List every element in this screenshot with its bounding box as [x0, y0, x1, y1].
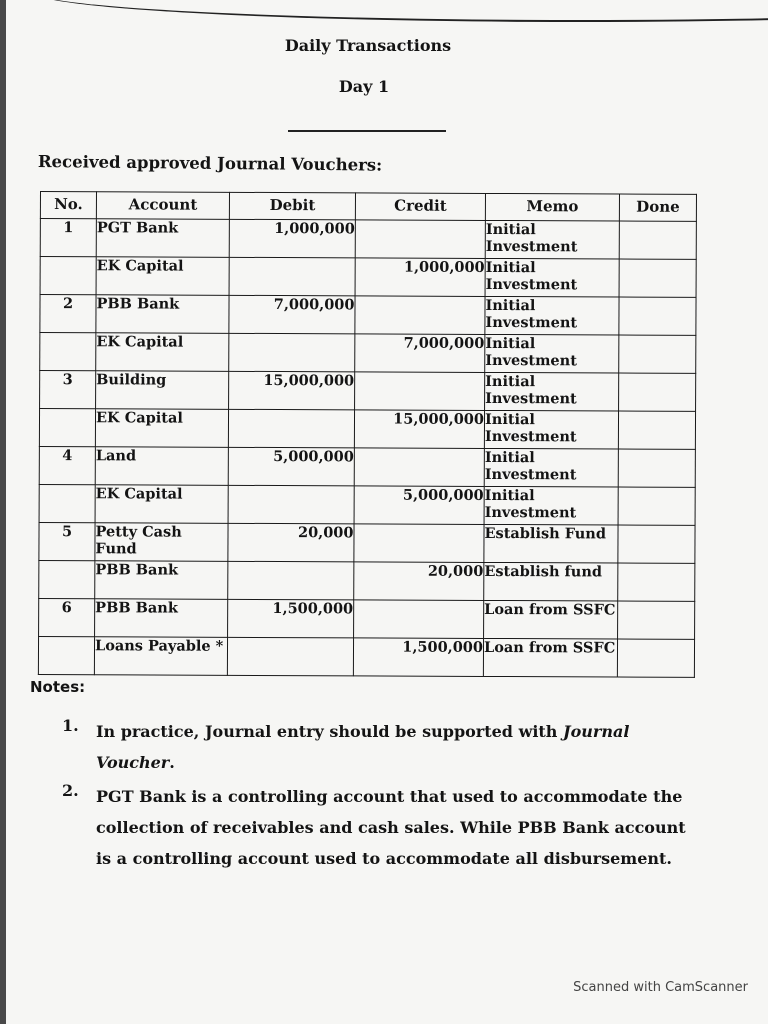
header-credit: Credit — [355, 193, 485, 221]
cell-no — [40, 257, 96, 295]
cell-credit: 1,000,000 — [355, 258, 485, 297]
document-title: Daily Transactions — [284, 36, 452, 55]
scan-left-edge — [0, 0, 6, 1024]
cell-memo: Initial Investment — [485, 372, 619, 411]
cell-no — [40, 333, 96, 371]
cell-no — [38, 636, 94, 674]
cell-credit — [355, 220, 485, 259]
cell-credit: 20,000 — [354, 562, 484, 601]
table-row — [39, 409, 695, 450]
cell-account: Building — [96, 371, 229, 410]
header-done: Done — [619, 194, 696, 221]
cell-memo: Loan from SSFC — [483, 638, 617, 677]
cell-credit: 7,000,000 — [355, 334, 485, 373]
day-label: Day 1 — [338, 77, 390, 96]
cell-debit — [229, 257, 355, 296]
cell-no — [39, 409, 95, 447]
cell-done — [619, 373, 696, 411]
cell-no: 4 — [39, 446, 95, 484]
cell-memo: Initial Investment — [485, 296, 619, 335]
table-body — [38, 219, 696, 678]
cell-memo: Initial Investment — [484, 448, 618, 487]
header-memo: Memo — [485, 193, 619, 221]
cell-debit — [228, 485, 354, 524]
cell-memo: Establish Fund — [484, 524, 618, 563]
cell-debit — [228, 409, 354, 448]
cell-account: Land — [95, 447, 228, 486]
cell-debit: 15,000,000 — [229, 371, 355, 410]
note-text-end: . — [169, 753, 175, 772]
table-row — [40, 219, 696, 260]
cell-debit: 1,500,000 — [228, 599, 354, 638]
cell-done — [618, 525, 695, 563]
cell-done — [618, 411, 695, 449]
cell-done — [619, 259, 696, 297]
cell-memo: Initial Investment — [484, 410, 618, 449]
table-header-row — [40, 192, 696, 222]
cell-account: Loans Payable * — [94, 637, 227, 676]
cell-debit: 5,000,000 — [228, 447, 354, 486]
cell-credit — [354, 448, 484, 487]
cell-no: 1 — [40, 219, 96, 257]
cell-account: EK Capital — [96, 333, 229, 372]
cell-debit — [229, 333, 355, 372]
cell-credit: 1,500,000 — [353, 638, 483, 677]
note-text-italic: Journal Voucher — [96, 722, 630, 772]
notes-label: Notes: — [30, 678, 86, 696]
cell-done — [618, 563, 695, 601]
cell-done — [617, 639, 694, 677]
cell-credit — [355, 372, 485, 411]
cell-credit — [354, 600, 484, 639]
cell-done — [619, 221, 696, 259]
page-curl-line — [30, 0, 768, 22]
table-row — [39, 598, 695, 639]
note-number: 2. — [62, 781, 79, 800]
scanner-watermark: Scanned with CamScanner — [573, 980, 748, 995]
note-item — [96, 716, 706, 778]
cell-debit: 20,000 — [228, 523, 354, 562]
cell-debit: 7,000,000 — [229, 295, 355, 334]
title-underline — [288, 130, 446, 132]
note-text: In practice, Journal entry should be supported with — [96, 722, 564, 741]
cell-done — [619, 297, 696, 335]
cell-credit — [354, 524, 484, 563]
cell-credit: 5,000,000 — [354, 486, 484, 525]
cell-no: 2 — [40, 295, 96, 333]
table-row — [39, 446, 695, 487]
section-heading: Received approved Journal Vouchers: — [37, 152, 383, 175]
note-number: 1. — [62, 716, 79, 735]
cell-no: 5 — [39, 522, 95, 560]
header-account: Account — [96, 192, 229, 220]
cell-done — [618, 449, 695, 487]
cell-memo: Establish fund — [484, 562, 618, 601]
cell-no: 3 — [40, 371, 96, 409]
cell-credit — [355, 296, 485, 335]
cell-account: Petty Cash Fund — [95, 523, 228, 562]
table-row — [39, 522, 695, 563]
cell-memo: Loan from SSFC — [484, 600, 618, 639]
table-row — [39, 484, 695, 525]
table-row — [40, 371, 696, 412]
cell-done — [618, 487, 695, 525]
cell-debit — [228, 561, 354, 600]
table-row — [39, 560, 695, 601]
cell-account: EK Capital — [95, 409, 228, 448]
cell-no: 6 — [39, 598, 95, 636]
cell-account: PBB Bank — [95, 561, 228, 600]
table-row — [40, 295, 696, 336]
note-text: PGT Bank is a controlling account that used to accommodate the collection of receivables and cash sales. While PBB Bank account is a controlling account used to accommodate all disbursement. — [96, 787, 686, 868]
cell-account: PGT Bank — [96, 219, 229, 258]
cell-account: EK Capital — [95, 485, 228, 524]
header-debit: Debit — [229, 192, 355, 220]
cell-account: PBB Bank — [96, 295, 229, 334]
cell-debit: 1,000,000 — [229, 219, 355, 258]
table-row — [38, 636, 694, 677]
table-row — [40, 333, 696, 374]
note-item — [96, 781, 706, 874]
cell-debit — [227, 637, 353, 676]
cell-memo: Initial Investment — [484, 486, 618, 525]
cell-no — [39, 560, 95, 598]
cell-done — [618, 601, 695, 639]
cell-memo: Initial Investment — [485, 220, 619, 259]
cell-account: EK Capital — [96, 257, 229, 296]
table-row — [40, 257, 696, 298]
cell-account: PBB Bank — [95, 599, 228, 638]
cell-credit: 15,000,000 — [354, 410, 484, 449]
journal-voucher-table — [38, 191, 697, 678]
cell-no — [39, 484, 95, 522]
cell-memo: Initial Investment — [485, 258, 619, 297]
cell-memo: Initial Investment — [485, 334, 619, 373]
header-no: No. — [40, 192, 96, 219]
cell-done — [619, 335, 696, 373]
